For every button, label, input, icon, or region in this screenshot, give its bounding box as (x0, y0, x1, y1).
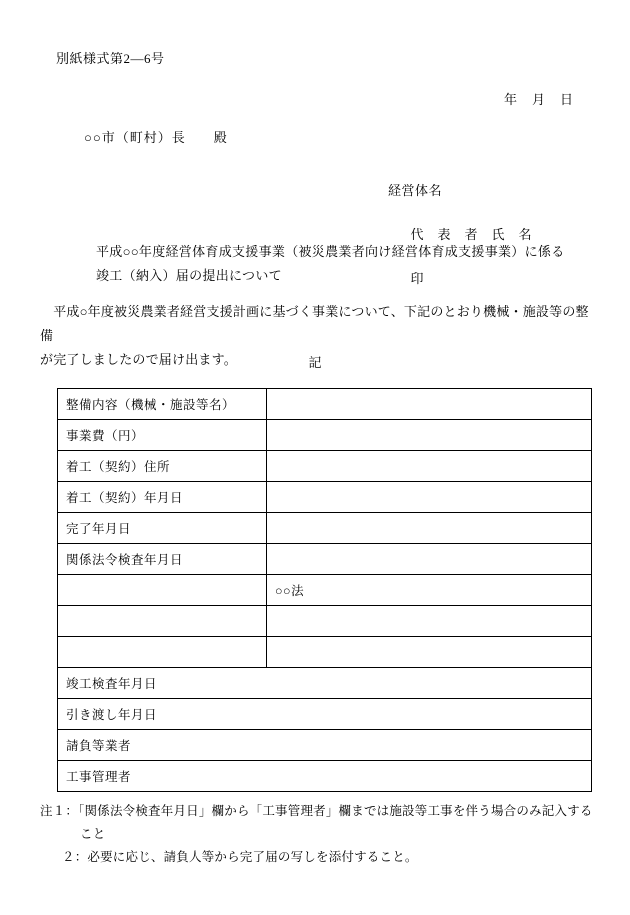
row-label: 関係法令検査年月日 (58, 544, 267, 575)
ki-mark: 記 (308, 355, 322, 370)
note-1-line-1: 注１：「関係法令検査年月日」欄から「工事管理者」欄までは施設等工事を伴う場合のみ記入する (40, 804, 593, 818)
row-label: 工事管理者 (58, 761, 592, 792)
row-label: 完了年月日 (58, 513, 267, 544)
table-row (58, 699, 592, 730)
row-label: 整備内容（機械・施設等名） (58, 389, 267, 420)
form-number: 別紙様式第2―6号 (56, 51, 165, 66)
table-row (58, 544, 592, 575)
form-table (57, 388, 592, 792)
table-row (58, 761, 592, 792)
table-row (58, 668, 592, 699)
addressee-line: ○○市（町村）長 殿 (84, 130, 228, 145)
title-line-1: 平成○○年度経営体育成支援事業（被災農業者向け経営体育成支援事業）に係る (96, 244, 565, 259)
subrow-label[interactable] (267, 606, 592, 637)
note-1-line-2: こと (80, 827, 106, 841)
table-subrow (58, 575, 592, 606)
body-line-2: が完了しましたので届け出ます。 (40, 352, 237, 367)
row-value[interactable] (267, 420, 592, 451)
table-row (58, 451, 592, 482)
row-value[interactable] (267, 451, 592, 482)
row-value[interactable] (267, 389, 592, 420)
note-2: ２：必要に応じ、請負人等から完了届の写しを添付すること。 (62, 850, 418, 864)
subrow-indent (58, 637, 267, 668)
table-row (58, 513, 592, 544)
table-row (58, 389, 592, 420)
table-row (58, 482, 592, 513)
date-line: 年 月 日 (503, 92, 574, 107)
document-title (96, 240, 565, 288)
subrow-label[interactable] (267, 637, 592, 668)
organization-name-label: 経営体名 (388, 183, 443, 198)
row-label: 事業費（円） (58, 420, 267, 451)
row-value[interactable] (267, 544, 592, 575)
seal-label: 印 (410, 271, 425, 286)
row-label: 竣工検査年月日 (58, 668, 592, 699)
title-line-2: 竣工（納入）届の提出について (96, 268, 282, 283)
row-label: 着工（契約）住所 (58, 451, 267, 482)
table-row (58, 420, 592, 451)
subrow-indent (58, 575, 267, 606)
notes-block (40, 800, 600, 869)
table-subrow (58, 637, 592, 668)
row-label: 着工（契約）年月日 (58, 482, 267, 513)
table-subrow (58, 606, 592, 637)
subrow-label: ○○法 (267, 575, 592, 606)
row-value[interactable] (267, 513, 592, 544)
subrow-indent (58, 606, 267, 637)
row-value[interactable] (267, 482, 592, 513)
row-label: 請負等業者 (58, 730, 592, 761)
body-line-1: 平成○年度被災農業者経営支援計画に基づく事業について、下記のとおり機械・施設等の整備 (40, 304, 589, 343)
representative-name-label: 代 表 者 氏 名 (410, 227, 533, 242)
table-row (58, 730, 592, 761)
row-label: 引き渡し年月日 (58, 699, 592, 730)
